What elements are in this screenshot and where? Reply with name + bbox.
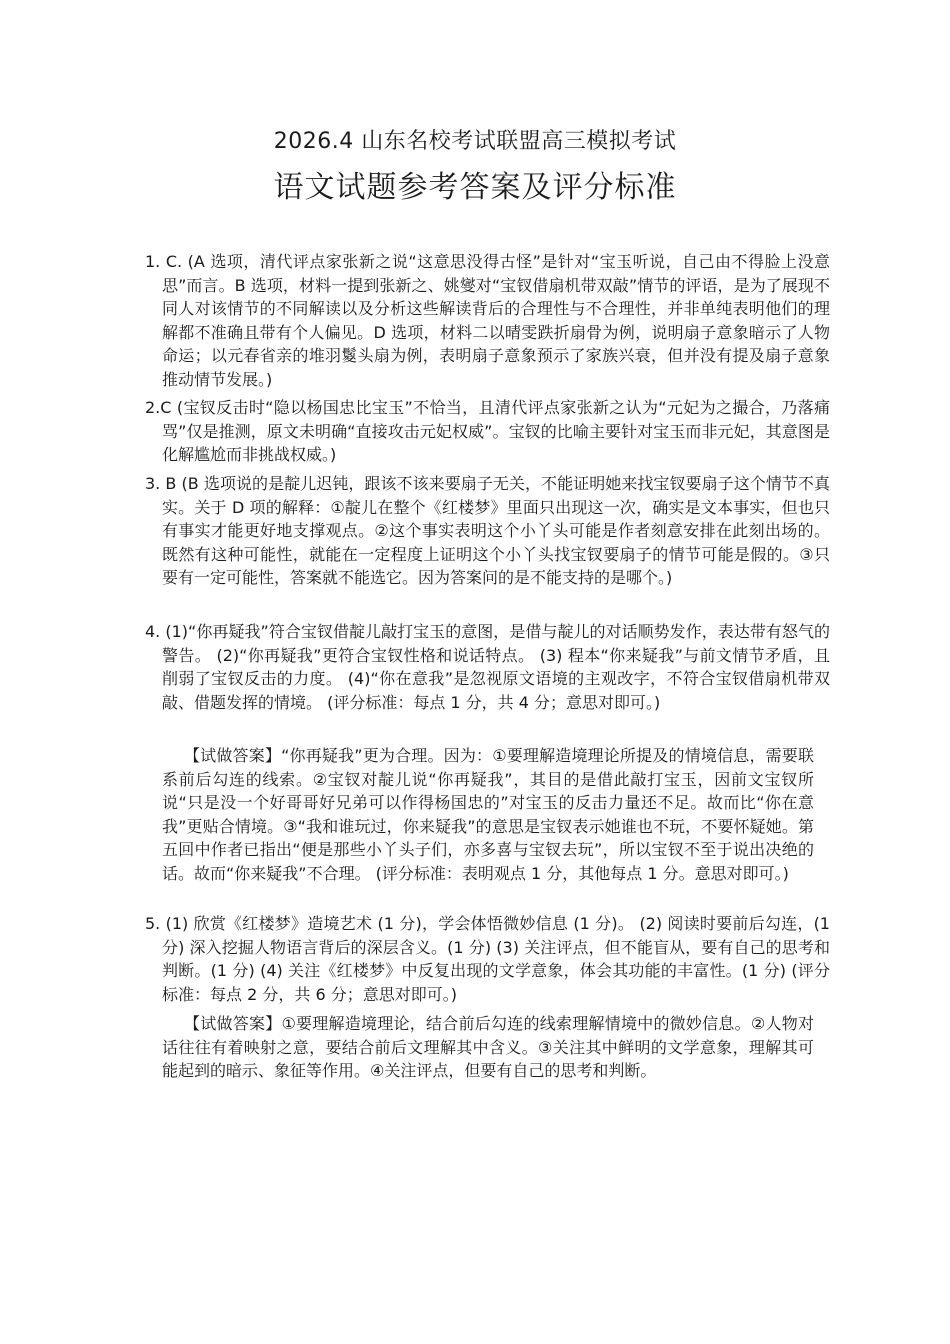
answer-item-1: 1. C. (A 选项，清代评点家张新之说“这意思没得古怪”是针对“宝玉听说，自己由不得脸上没意思”而言。B 选项，材料一提到张新之、姚燮对“宝钗借扇机带双敲”情节的评语，是为了展现不同人对该情节的不同解读以及分析这些解读背后的合理性与不合理性，并非单纯表明他们的理解都不准确且带有个人偏见。D 选项，材料二以晴雯跌折扇骨为例，说明扇子意象暗示了人物命运；以元春省亲的堆羽鬉头扇为例，表明扇子意象预示了家族兴衰，但并没有提及扇子意象推动情节发展。) (145, 252, 830, 389)
exam-subtitle: 2026.4 山东名校考试联盟高三模拟考试 (273, 129, 677, 154)
page-title: 语文试题参考答案及评分标准 (273, 170, 677, 205)
answer-item-3: 3. B (B 选项说的是靛儿迟钝，跟该不该来要扇子无关，不能证明她来找宝钗要扇子这个情节不真实。关于 D 项的解释：①靛儿在整个《红楼梦》里面只出现这一次，确实是文本事实，但也只有事实才能更好地支撑观点。②这个事实表明这个小丫头可能是作者刻意安排在此刻出场的。既然有这种可能性，就能在一定程度上证明这个小丫头找宝钗要扇子的情节可能是假的。③只要有一定可能性，答案就不能选它。因为答案问的是不能支持的是哪个。) (145, 474, 830, 587)
reference-answer-4: 【试做答案】“你再疑我”更为合理。因为：①要理解造境理论所提及的情境信息，需要联系前后勾连的线索。②宝钗对靛儿说“你再疑我”，其目的是借此敲打宝玉，因前文宝钗所说“只是没一个好哥哥好兄弟可以作得杨国忠的”对宝玉的反击力量还不足。故而比“你在意我”更贴合情境。③“我和谁玩过，你来疑我”的意思是宝钗表示她谁也不玩，不要怀疑她。第五回中作者已指出“便是那些小丫头子们，亦多喜与宝钗去玩”，所以宝钗不至于说出决绝的话。故而“你来疑我”不合理。 (评分标准：表明观点 1 分，其他每点 1 分。意思对即可。) (162, 746, 814, 883)
answer-item-4: 4. (1)“你再疑我”符合宝钗借靛儿敲打宝玉的意图，是借与靛儿的对话顺势发作，表达带有怒气的警告。 (2)“你再疑我”更符合宝钗性格和说话特点。 (3) 程本“你来疑我”与前文情节矛盾，且削弱了宝钗反击的力度。 (4)“你在意我”是忽视原文语境的主观改字，不符合宝钗借扇机带双敲、借题发挥的情境。 (评分标准：每点 1 分，共 4 分；意思对即可。) (145, 622, 830, 712)
answer-item-5: 5. (1) 欣赏《红楼梦》造境艺术 (1 分)，学会体悟微妙信息 (1 分)。 (2) 阅读时要前后勾连，(1 分) 深入挖掘人物语言背后的深层含义。(1 分) (3) 关注评点，但不能盲从，要有自己的思考和判断。(1 分) (4) 关注《红楼梦》中反复出现的文学意象，体会其功能的丰富性。(1 分) (评分标准：每点 2 分，共 6 分；意思对即可。) (145, 914, 830, 1004)
reference-answer-5: 【试做答案】①要理解造境理论，结合前后勾连的线索理解情境中的微妙信息。②人物对话往往有着映射之意，要结合前后文理解其中含义。③关注其中鲜明的文学意象，理解其可能起到的暗示、象征等作用。④关注评点，但要有自己的思考和判断。 (162, 1014, 814, 1080)
answer-item-2: 2.C (宝钗反击时“隐以杨国忠比宝玉”不恰当，且清代评点家张新之认为“元妃为之撮合，乃落痛骂”仅是推测，原文未明确“直接攻击元妃权威”。宝钗的比喻主要针对宝玉而非元妃，其意图是化解尴尬而非挑战权威。) (145, 398, 830, 464)
